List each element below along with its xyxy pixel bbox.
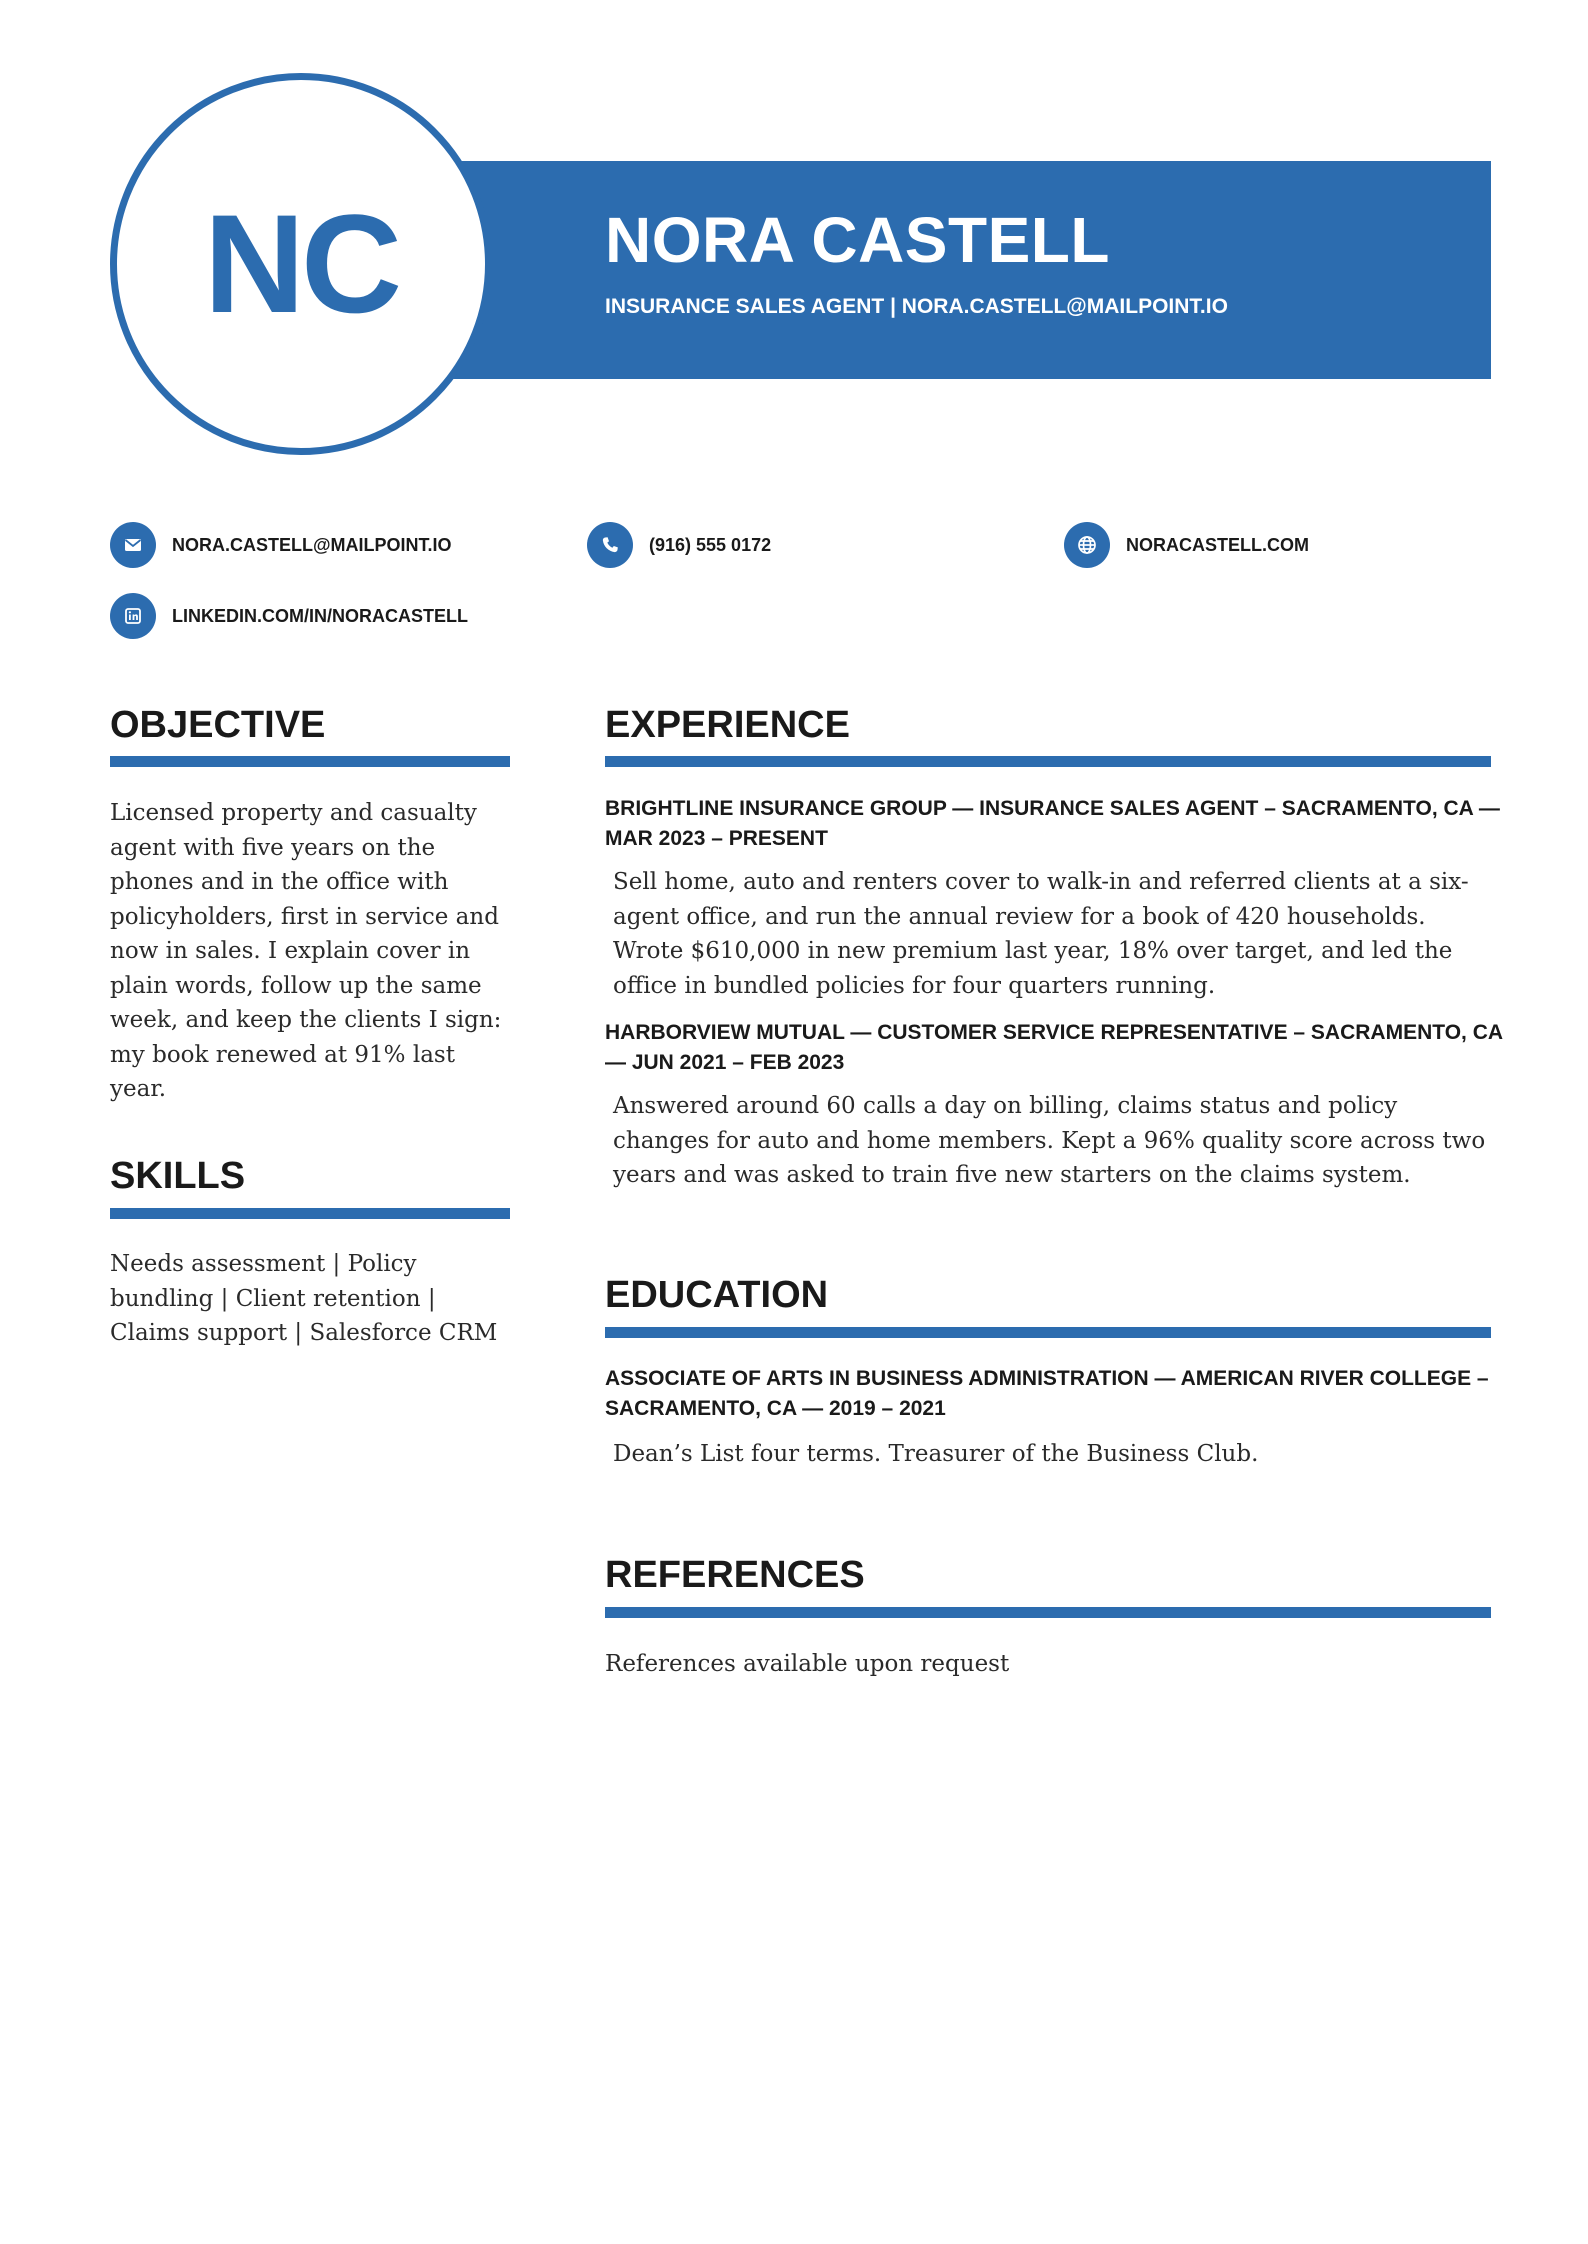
- contact-website[interactable]: [1064, 522, 1309, 568]
- references-title: REFERENCES: [605, 1554, 865, 1596]
- contact-phone[interactable]: [587, 522, 771, 568]
- skills-divider: [110, 1208, 510, 1219]
- experience-divider: [605, 756, 1491, 767]
- education-title: EDUCATION: [605, 1274, 829, 1316]
- contact-linkedin-text: LINKEDIN.COM/IN/NORACASTELL: [172, 605, 468, 626]
- job-description: Answered around 60 calls a day on billing, claims status and policy changes for auto and home members. Kept a 96% quality score across two years and was asked to train five new starters on the claims system.: [613, 1093, 1486, 1188]
- objective-divider: [110, 756, 510, 767]
- monogram-initials: NC: [203, 185, 399, 342]
- linkedin-icon: [110, 593, 156, 639]
- references-divider: [605, 1607, 1491, 1618]
- education-heading: ASSOCIATE OF ARTS IN BUSINESS ADMINISTRATION — AMERICAN RIVER COLLEGE – SACRAMENTO, CA — 2019 – 2021: [605, 1367, 1489, 1420]
- references-text: References available upon request: [605, 1651, 1010, 1677]
- monogram-circle: [110, 73, 492, 455]
- contact-phone-text: (916) 555 0172: [649, 534, 772, 555]
- candidate-tagline: INSURANCE SALES AGENT | NORA.CASTELL@MAILPOINT.IO: [605, 295, 1228, 318]
- envelope-icon: [110, 522, 156, 568]
- experience-title: EXPERIENCE: [605, 704, 850, 746]
- candidate-name: NORA CASTELL: [605, 204, 1110, 276]
- education-description: Dean’s List four terms. Treasurer of the Business Club.: [613, 1441, 1259, 1467]
- objective-title: OBJECTIVE: [110, 704, 326, 746]
- phone-icon: [587, 522, 633, 568]
- education-divider: [605, 1327, 1491, 1338]
- contact-email[interactable]: [110, 522, 452, 568]
- skills-title: SKILLS: [110, 1155, 246, 1197]
- job-heading: HARBORVIEW MUTUAL — CUSTOMER SERVICE REPRESENTATIVE – SACRAMENTO, CA — JUN 2021 – FEB 2023: [605, 1021, 1503, 1074]
- job-heading: BRIGHTLINE INSURANCE GROUP — INSURANCE SALES AGENT – SACRAMENTO, CA — MAR 2023 – PRESENT: [605, 797, 1500, 850]
- job-description: Sell home, auto and renters cover to walk-in and referred clients at a six-agent office, and run the annual review for a book of 420 households. Wrote $610,000 in new premium last year, 18% over target, and led the office in bundled policies for four quarters running.: [613, 869, 1469, 999]
- contact-email-text: NORA.CASTELL@MAILPOINT.IO: [172, 534, 452, 555]
- contact-website-text: NORACASTELL.COM: [1126, 534, 1309, 555]
- globe-icon: [1064, 522, 1110, 568]
- skills-text: Needs assessment | Policy bundling | Client retention | Claims support | Salesforce CRM: [110, 1251, 498, 1346]
- contact-linkedin[interactable]: [110, 593, 468, 639]
- objective-text: Licensed property and casualty agent with five years on the phones and in the office with policyholders, first in service and now in sales. I explain cover in plain words, follow up the same week, and keep the clients I sign: my book renewed at 91% last year.: [110, 800, 502, 1102]
